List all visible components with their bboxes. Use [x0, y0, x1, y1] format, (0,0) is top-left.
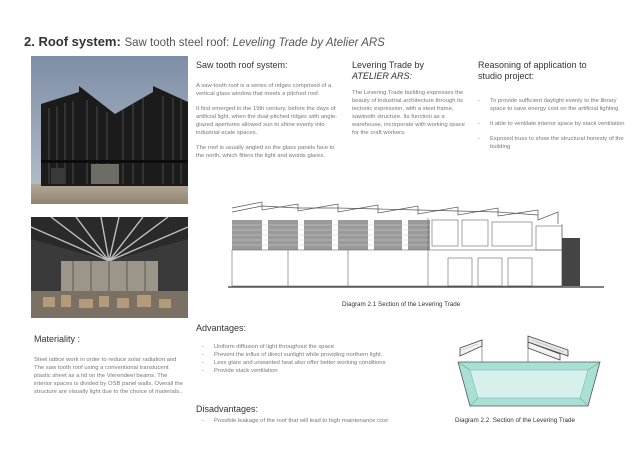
list-item: - Possible leakage of the roof that will lead to high maintenance cost: [202, 417, 414, 425]
interior-photo: [31, 217, 188, 318]
list-item: - Provide stack ventilation: [202, 367, 414, 375]
materiality-section: [34, 334, 186, 396]
advantages-section: [196, 323, 414, 375]
list-item: - Prevent the influx of direct sunlight while providing northern light.: [202, 351, 414, 359]
disadvantages-heading: Disadvantages:: [196, 404, 259, 414]
diagram-2-1-caption: Diagram 2.1 Section of the Levering Trade: [342, 301, 461, 308]
exterior-photo: [31, 56, 188, 204]
sawtooth-section: [196, 60, 342, 160]
list-item: - Less glare and unwanted heat also offer better working conditions: [202, 359, 414, 367]
list-item: - It able to ventilate interior space by stack ventilation: [478, 120, 628, 128]
advantages-list: [196, 343, 414, 375]
list-item: - Uniform diffusion of light throughout the space: [202, 343, 414, 351]
levering-heading: Levering Trade by: [352, 60, 425, 70]
list-item: - To provide sufficient daylight evenly to the library space to save energy cost on the artificial lighting: [478, 97, 628, 113]
levering-heading-italic: ATELIER ARS:: [352, 71, 413, 81]
reasoning-heading: Reasoning of application to: [478, 60, 587, 70]
reasoning-list: [478, 97, 628, 151]
levering-paragraph: The Levering Trade building expresses the beauty of industrial architecture through its tectonic expression, with a steel frame, sawtooth structure. Its function as a warehouse, incorporate with working space for the craft workers.: [352, 90, 465, 136]
disadvantages-list: [196, 417, 414, 425]
section-diagram-2-2: [448, 332, 610, 412]
levering-section: [352, 60, 472, 137]
sawtooth-paragraph: A saw-tooth roof is a series of ridges comprised of a vertical glass window that meets a pitched roof.: [196, 83, 332, 97]
sawtooth-paragraph: The roof is usually angled so the glass panels face to the north, which filters the light and avoids glares.: [196, 145, 335, 159]
section-diagram-2-1: [228, 198, 604, 292]
materiality-heading: Materiality :: [34, 334, 81, 344]
sawtooth-heading: Saw tooth roof system:: [196, 60, 288, 70]
reasoning-heading-line2: studio project:: [478, 71, 535, 81]
sawtooth-paragraph: It first emerged in the 19th century, before the days of artificial light, when the dual-pitched ridges with angle-glazed apertures allowed sun to shine evenly into industrial-scale spaces.: [196, 106, 338, 136]
list-item: - Exposed truss to show the structural honesty of the building: [478, 135, 628, 151]
materiality-paragraph: Steel lattice work in order to reduce solar radiation and The saw tooth roof using a conventional translucent plastic sheet as a lid on the Vierendeel beams. The interior spaces is divided by OSB panel walls. Overall the structure are visually light due to the choice of materials..: [34, 357, 183, 395]
diagram-2-2-caption: Diagram 2.2. Section of the Levering Trade: [455, 417, 576, 424]
advantages-heading: Advantages:: [196, 323, 247, 333]
disadvantages-section: [196, 404, 414, 425]
reasoning-section: [478, 60, 628, 158]
page-title: 2. Roof system: Saw tooth steel roof: Leveling Trade by Atelier ARS: [24, 34, 385, 49]
